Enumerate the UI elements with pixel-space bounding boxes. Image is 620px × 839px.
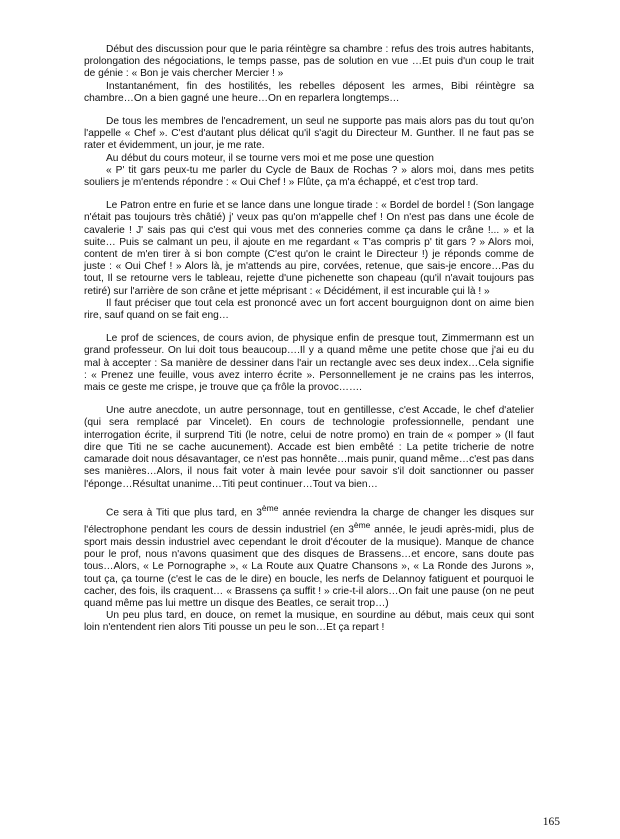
paragraph-director-chef: De tous les membres de l'encadrement, un seul ne supporte pas mais alors pas du tout qu'on l'appelle « Chef ». C'est d'autant plus délicat qu'il s'agit du Directeur M. Gunther. Il ne faut pas se rater et évidemment, un jour, je me rate. bbox=[84, 116, 534, 152]
paragraph-rebels-surrender: Instantanément, fin des hostilités, les rebelles déposent les armes, Bibi réintègre sa chambre…On a bien gagné une heure…On en reparlera longtemps… bbox=[84, 80, 534, 104]
page-body bbox=[84, 44, 534, 635]
paragraph-accade: Une autre anecdote, un autre personnage, tout en gentillesse, c'est Accade, le chef d'atelier (qui sera remplacé par Vincelet). En cours de technologie professionnelle, pendant une interrogation écrite, il surprend Titi (le notre, celui de notre promo) en train de « pomper » (Il faut dire que Titi ne se cache aucunement). Accade est bien embêté : La petite tricherie de notre camarade doit nous désavantager, ce n'est pas honnête…mais punir, quand même…c'est pas dans ses manières…Alors, il nous fait voter à main levée pour savoir s'il doit sanctionner ou passer l'éponge…Résultat unanime…Titi peut continuer…Tout va bien… bbox=[84, 405, 534, 490]
paragraph-zimmermann: Le prof de sciences, de cours avion, de physique enfin de presque tout, Zimmermann est un grand professeur. On lui doit tous beaucoup….Il y a quand même une petite chose que j'ai eu du mal à accepter : Sa manière de dessiner dans l'air un rectangle avec ses deux index…Cela signifie : « Prenez une feuille, vous avez interro écrite ». Personnellement je ne crains pas les interros, mais ce geste me crispe, je trouve que ça frôle la provoc……. bbox=[84, 333, 534, 394]
page-number: 165 bbox=[542, 816, 560, 828]
paragraph-engine-class: Au début du cours moteur, il se tourne vers moi et me pose une question bbox=[106, 152, 434, 164]
paragraph-question: « P' tit gars peux-tu me parler du Cycle de Baux de Rochas ? » alors moi, dans mes petits souliers je m'entends répondre : « Oui Chef ! » Flûte, ça m'a échappé, et c'est trop tard. bbox=[84, 164, 534, 189]
paragraph-patron-fury: Le Patron entre en furie et se lance dans une longue tirade : « Bordel de bordel ! (Son langage n'était pas toujours très châtié) j' veux pas qu'on m'appelle chef ! On n'est pas dans une école de cavalerie ! J' sais pas qui c'est qui vous met des conneries comme ça dans le crâne !... » et la suite… Puis se calmant un peu, il ajoute en me regardant « T'as compris p' tit gars ? » Alors moi, content de m'en tirer à si bon compte (C'est qu'on le craint le Directeur !) je réponds comme de juste : « Oui Chef ! » Alors là, je m'attends au pire, corvées, retenue, que sais-je encore…Pas du tout, Il se retourne vers le tableau, rejette d'une pichenette son chapeau (qu'il n'avait toujours pas retiré) sur l'arrière de son crâne et jette méprisant : « Décidément, il est incurable çui là ! » bbox=[84, 200, 534, 297]
paragraph-strike-negotiation: Début des discussion pour que le paria réintègre sa chambre : refus des trois autres habitants, prolongation des négociations, le temps passe, pas de solution en vue …Et puis d'un coup le trait de génie : « Bon je vais chercher Mercier ! » bbox=[84, 44, 534, 80]
paragraph-brassens: Ce sera à Titi que plus tard, en 3ème année reviendra la charge de changer les disques sur l'électrophone pendant les cours de dessin industriel (en 3ème année, le jeudi après-midi, plus de sport mais dessin industriel avec cependant le droit d'écouter de la musique). Manque de chance pour le prof, nous n'avons quasiment que des disques de Brassens…et encore, sans doute pas tous…Alors, « Le Pornographe », « La Route aux Quatre Chansons », « La Ronde des Jurons », tout ça, ça tourne (c'est le cas de le dire) en boucle, les nerfs de Delannoy fatiguent et pourquoi le cacher, des fois, ils craquent… « Brassens ça suffit ! » crie-t-il alors…On fait une pause (on ne peut quand même pas lui mettre un disque des Beatles, ce serait trop…) bbox=[84, 502, 534, 609]
paragraph-music-restart: Un peu plus tard, en douce, on remet la musique, en sourdine au début, mais ceux qui sont loin n'entendent rien alors Titi pousse un peu le son…Et ça repart ! bbox=[84, 610, 534, 634]
paragraph-accent: Il faut préciser que tout cela est prononcé avec un fort accent bourguignon dont on aime bien rire, sauf quand on se fait eng… bbox=[84, 297, 534, 322]
